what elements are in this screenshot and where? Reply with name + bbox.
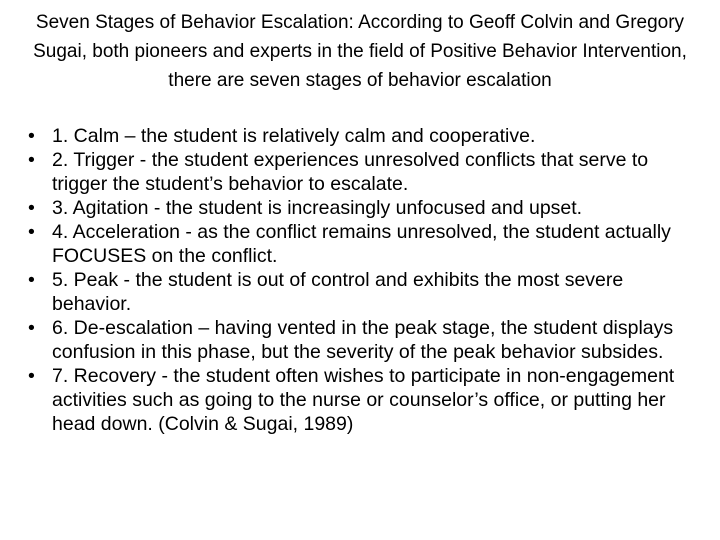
list-item: [28, 220, 700, 268]
bullet-icon: •: [28, 221, 35, 243]
list-item-text: 7. Recovery - the student often wishes to participate in non-engagement activities such as going to the nurse or counselor’s office, or putting her head down. (Colvin & Sugai, 1989): [52, 365, 675, 435]
list-item-text: 4. Acceleration - as the conflict remains unresolved, the student actually FOCUSES on the conflict.: [52, 221, 671, 267]
list-item-text: 5. Peak - the student is out of control and exhibits the most severe behavior.: [52, 269, 624, 315]
bullet-icon: •: [28, 149, 35, 171]
stage-list: [28, 124, 700, 436]
bullet-icon: •: [28, 317, 35, 339]
list-item: [28, 124, 700, 148]
list-item-text: 2. Trigger - the student experiences unresolved conflicts that serve to trigger the student’s behavior to escalate.: [52, 149, 649, 195]
bullet-icon: •: [28, 125, 35, 147]
list-item-text: 1. Calm – the student is relatively calm and cooperative.: [52, 125, 536, 147]
list-item: [28, 316, 700, 364]
bullet-icon: •: [28, 365, 35, 387]
slide-title: Seven Stages of Behavior Escalation: According to Geoff Colvin and Gregory Sugai, both pioneers and experts in the field of Positive Behavior Intervention, there are seven stages of behavior escalation: [33, 12, 687, 91]
list-item: [28, 268, 700, 316]
bullet-icon: •: [28, 197, 35, 219]
bullet-icon: •: [28, 269, 35, 291]
list-item: [28, 148, 700, 196]
list-item: [28, 196, 700, 220]
list-item-text: 6. De-escalation – having vented in the peak stage, the student displays confusion in this phase, but the severity of the peak behavior subsides.: [52, 317, 674, 363]
list-item-text: 3. Agitation - the student is increasingly unfocused and upset.: [52, 197, 583, 219]
list-item: [28, 364, 700, 436]
